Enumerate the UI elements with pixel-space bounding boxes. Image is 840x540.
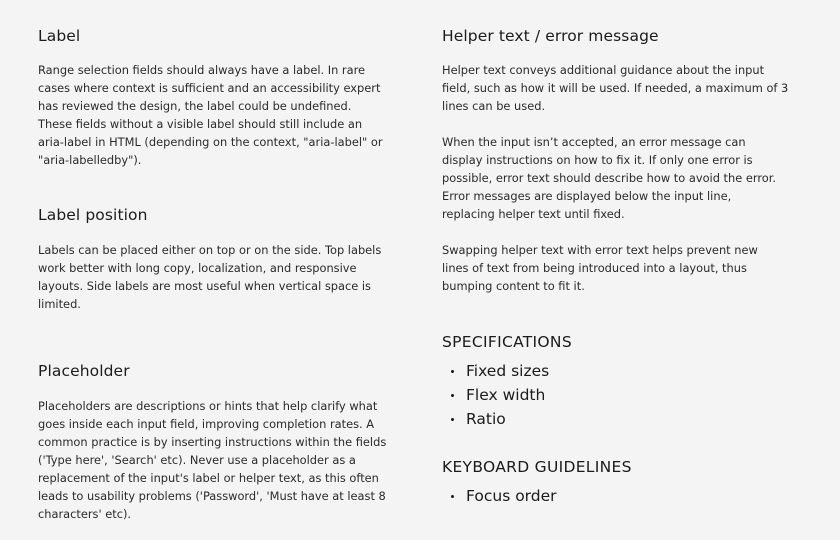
helper-text-paragraph-3: Swapping helper text with error text helps prevent new lines of text from being introduced into a layout, thus bumping content to fit it. [442, 243, 758, 293]
placeholder-heading: Placeholder [38, 362, 130, 380]
bullet-icon [451, 394, 454, 397]
helper-text-heading: Helper text / error message [442, 27, 659, 45]
keyboard-guidelines-heading: KEYBOARD GUIDELINES [442, 458, 632, 476]
label-heading: Label [38, 27, 81, 45]
list-item: Ratio [442, 407, 812, 431]
bullet-icon [451, 418, 454, 421]
keyboard-guidelines-section [442, 457, 812, 508]
specifications-section [442, 332, 812, 431]
specifications-heading: SPECIFICATIONS [442, 333, 572, 351]
placeholder-description: Placeholders are descriptions or hints that help clarify what goes inside each input field, improving completion rates. A common practice is by inserting instructions within the fields ('Type here', 'Search' etc). Never use a placeholder as a replacement of the input's label or helper text, as this often leads to usability problems ('Password', 'Must have at least 8 characters' etc). [38, 399, 387, 521]
list-item: Focus order [442, 484, 812, 508]
label-description: Range selection fields should always have a label. In rare cases where context is sufficient and an accessibility expert has reviewed the design, the label could be undefined. These fields without a visible label should still include an aria-label in HTML (depending on the context, "aria-label" or "aria-labelledby"). [38, 63, 383, 167]
label-position-heading: Label position [38, 206, 148, 224]
helper-text-paragraph-1: Helper text conveys additional guidance about the input field, such as how it will be used. If needed, a maximum of 3 lines can be used. [442, 63, 789, 113]
keyboard-guidelines-list [442, 484, 812, 508]
helper-text-paragraph-2: When the input isn’t accepted, an error message can display instructions on how to fix it. If only one error is possible, error text should describe how to avoid the error. Error messages are displayed below the input line, replacing helper text until fixed. [442, 135, 777, 221]
bullet-icon [451, 370, 454, 373]
label-section [38, 26, 410, 169]
placeholder-section [38, 361, 410, 523]
label-position-section [38, 205, 410, 313]
list-item: Flex width [442, 383, 812, 407]
bullet-icon [451, 495, 454, 498]
label-position-description: Labels can be placed either on top or on the side. Top labels work better with long copy, localization, and responsive layouts. Side labels are most useful when vertical space is limited. [38, 243, 382, 311]
list-item: Fixed sizes [442, 359, 812, 383]
specifications-list [442, 359, 812, 431]
helper-text-section [442, 26, 812, 295]
